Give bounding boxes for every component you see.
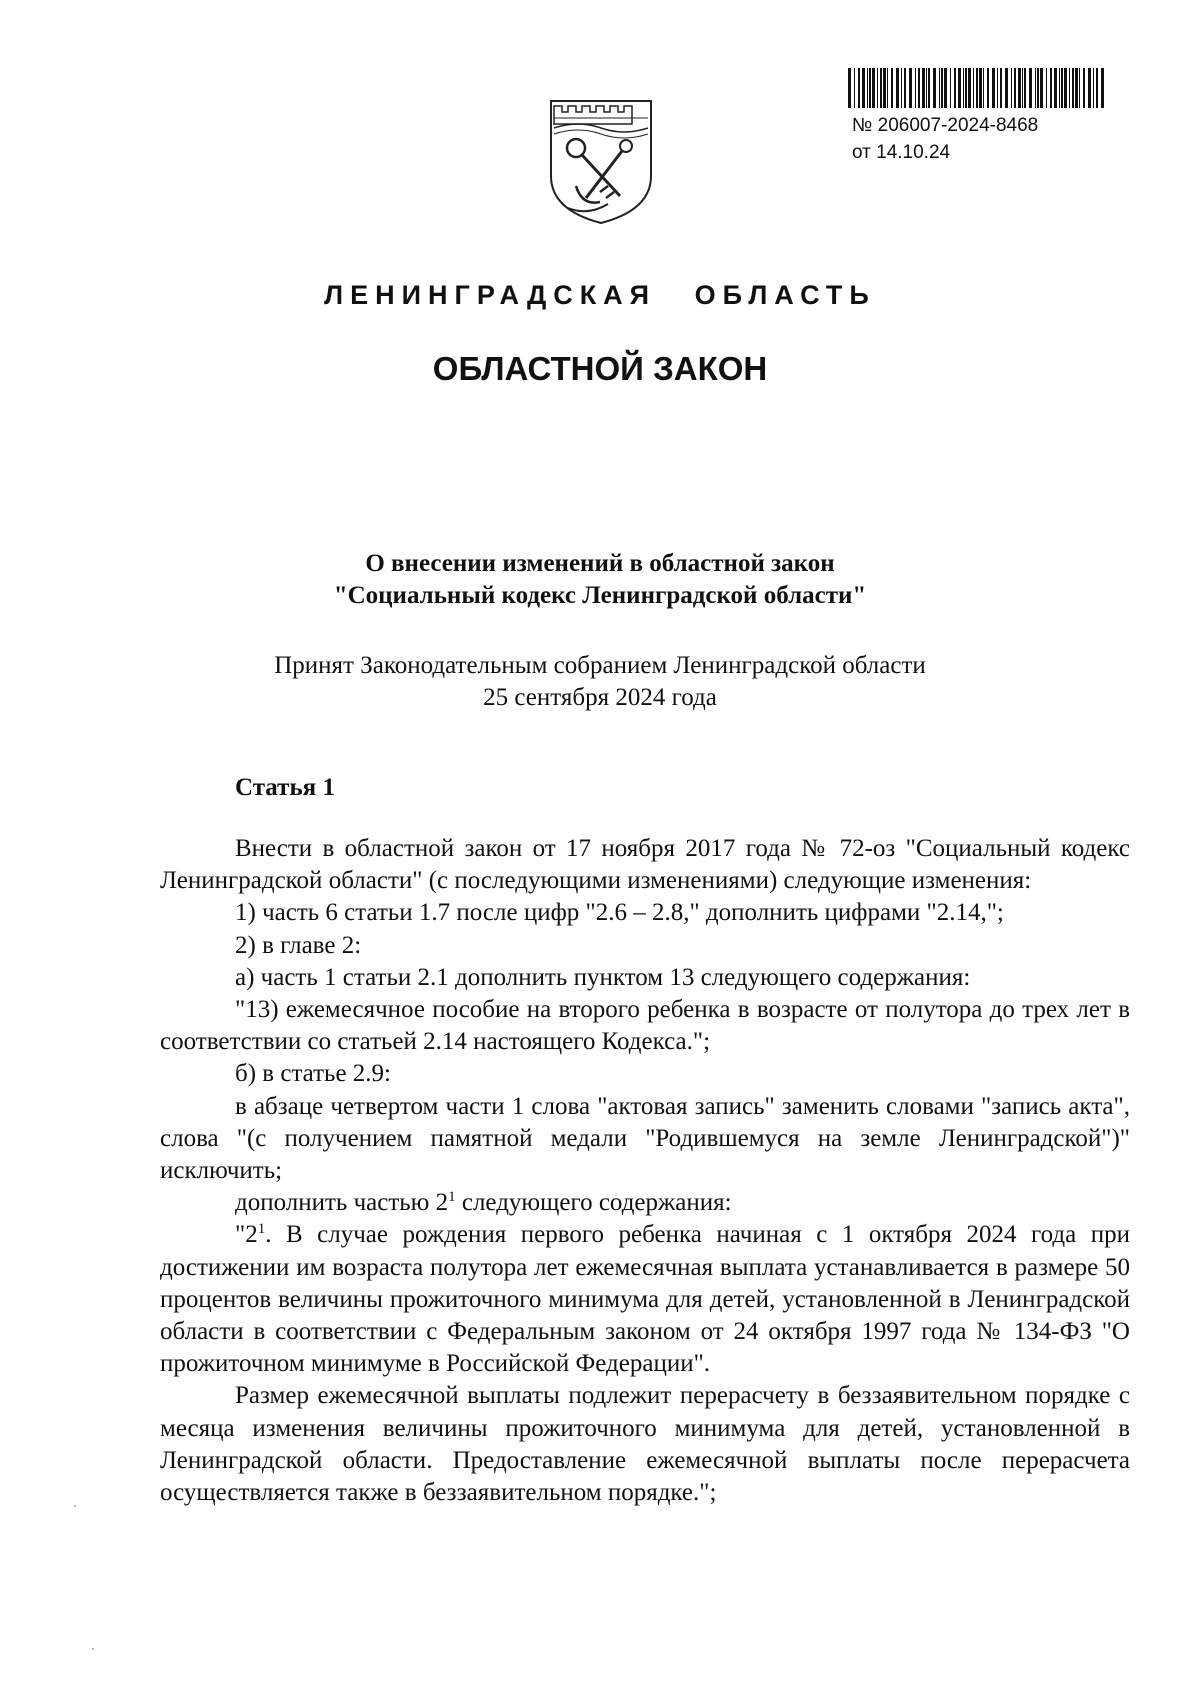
barcode-bar — [867, 68, 868, 108]
text-span: следующего содержания: — [455, 1189, 732, 1217]
barcode-bar — [1061, 68, 1063, 108]
barcode-bar — [1046, 68, 1047, 108]
document-type-heading: ОБЛАСТНОЙ ЗАКОН — [432, 350, 768, 387]
scan-artifact — [92, 1648, 94, 1650]
barcode-bar — [965, 68, 967, 108]
registration-date: от 14.10.24 — [852, 142, 951, 163]
barcode-bar — [987, 68, 989, 108]
region-heading: ЛЕНИНГРАДСКАЯ ОБЛАСТЬ — [324, 280, 876, 310]
barcode-bar — [950, 68, 951, 108]
barcode-bar — [909, 68, 912, 108]
body-paragraph — [160, 1187, 1130, 1219]
barcode-bar — [963, 68, 964, 108]
barcode-bar — [973, 68, 974, 108]
barcode-bar — [1000, 68, 1002, 108]
article-heading: Статья 1 — [235, 774, 335, 801]
barcode-bar — [1101, 68, 1104, 108]
body-paragraph: Внести в областной закон от 17 ноября 2017 года № 72-оз "Социальный кодекс Ленинградской области" (с последующими изменениями) следующие изменения: — [160, 835, 1130, 895]
barcode-bar — [1040, 68, 1043, 108]
barcode-bar — [1054, 68, 1057, 108]
barcode-bar — [1035, 68, 1036, 108]
adoption-line: Принят Законодательным собранием Ленинградской области — [274, 652, 926, 679]
barcode-bar — [983, 68, 984, 108]
barcode-bar — [954, 68, 956, 108]
leningrad-oblast-coat-of-arms-icon — [548, 98, 654, 226]
barcode-bar — [1037, 68, 1039, 108]
barcode-bar — [1088, 68, 1091, 108]
barcode-bar — [1069, 68, 1070, 108]
barcode-bar — [1011, 68, 1012, 108]
barcode-bar — [933, 68, 936, 108]
superscript: 1 — [257, 1221, 266, 1238]
barcode-bar — [883, 68, 886, 108]
body-paragraph: 1) часть 6 статьи 1.7 после цифр "2.6 – 2.8," дополнить цифрами "2.14,"; — [235, 899, 1004, 927]
barcode-bar — [979, 68, 982, 108]
barcode-bar — [939, 68, 940, 108]
barcode-bar — [1029, 68, 1032, 108]
barcode-bar — [1014, 68, 1016, 108]
barcode-bar — [1079, 68, 1080, 108]
barcode-bar — [928, 68, 930, 108]
barcode-bar — [1083, 68, 1085, 108]
body-paragraph: 2) в главе 2: — [235, 931, 362, 959]
barcode-bar — [1059, 68, 1060, 108]
body-paragraph — [160, 1219, 1130, 1380]
barcode-bar — [944, 68, 947, 108]
text-span: дополнить частью 2 — [235, 1189, 449, 1217]
barcode-bar — [992, 68, 995, 108]
barcode-bar — [1072, 68, 1074, 108]
title-line: О внесении изменений в областной закон — [365, 550, 835, 577]
barcode-bar — [1050, 68, 1052, 108]
article-body — [160, 833, 1130, 1509]
barcode-bar — [1024, 68, 1026, 108]
barcode-bar — [904, 68, 906, 108]
barcode-bar — [858, 68, 860, 108]
barcode-bar — [848, 68, 851, 108]
barcode-icon — [848, 68, 1108, 108]
barcode-bar — [922, 68, 925, 108]
barcode-bar — [1022, 68, 1023, 108]
barcode-bar — [1064, 68, 1067, 108]
barcode-bar — [896, 68, 899, 108]
barcode-bar — [1096, 68, 1098, 108]
body-paragraph: Размер ежемесячной выплаты подлежит перерасчету в беззаявительном порядке с месяца изменения величины прожиточного минимума для детей, установленной в Ленинградской области. Предоставление ежемесячной выплаты после перерасчета осуществляется также в беззаявительном порядке."; — [160, 1382, 1130, 1507]
barcode-bar — [901, 68, 902, 108]
barcode-bar — [1005, 68, 1008, 108]
body-paragraph: а) часть 1 статьи 2.1 дополнить пунктом 13 следующего содержания: — [235, 963, 971, 991]
body-paragraph: в абзаце четвертом части 1 слова "актовая запись" заменить словами "запись акта", слова "(с получением памятной медали "Родившемуся на земле Ленинградской")" исключить; — [160, 1092, 1130, 1185]
barcode-bar — [872, 68, 875, 108]
superscript: 1 — [448, 1189, 456, 1206]
body-paragraph: б) в статье 2.9: — [235, 1060, 391, 1088]
barcode-bar — [891, 68, 893, 108]
scan-artifact — [74, 1505, 76, 1507]
barcode-bar — [1018, 68, 1021, 108]
barcode-bar — [968, 68, 971, 108]
barcode-bar — [880, 68, 882, 108]
barcode-bar — [877, 68, 878, 108]
barcode-bar — [869, 68, 871, 108]
barcode-bar — [926, 68, 927, 108]
barcode-bar — [976, 68, 978, 108]
barcode-bar — [862, 68, 865, 108]
barcode-bar — [854, 68, 855, 108]
barcode-bar — [958, 68, 961, 108]
barcode-bar — [997, 68, 998, 108]
barcode-bar — [1075, 68, 1078, 108]
text-span: . В случае рождения первого ребенка начиная с 1 октября 2024 года при достижении им возраста полутора лет ежемесячная выплата устанавливается в размере 50 процентов величины прожиточного минимума для детей, установленной в Ленинградской области в соответствии с Федеральным законом от 24 октября 1997 года № 134-ФЗ "О прожиточном минимуме в Российской Федерации". — [160, 1221, 1130, 1378]
title-line: "Социальный кодекс Ленинградской области" — [333, 582, 867, 609]
barcode-bar — [918, 68, 920, 108]
barcode-bar — [887, 68, 888, 108]
registration-number: № 206007-2024-8468 — [852, 115, 1039, 136]
barcode-bar — [915, 68, 916, 108]
text-span: "2 — [235, 1221, 258, 1249]
barcode-bar — [1093, 68, 1094, 108]
adoption-date: 25 сентября 2024 года — [483, 684, 717, 711]
adoption-statement — [0, 650, 1200, 714]
body-paragraph: "13) ежемесячное пособие на второго ребенка в возрасте от полутора до трех лет в соответствии со статьей 2.14 настоящего Кодекса."; — [160, 996, 1130, 1056]
barcode-bar — [941, 68, 943, 108]
document-title — [0, 548, 1200, 612]
